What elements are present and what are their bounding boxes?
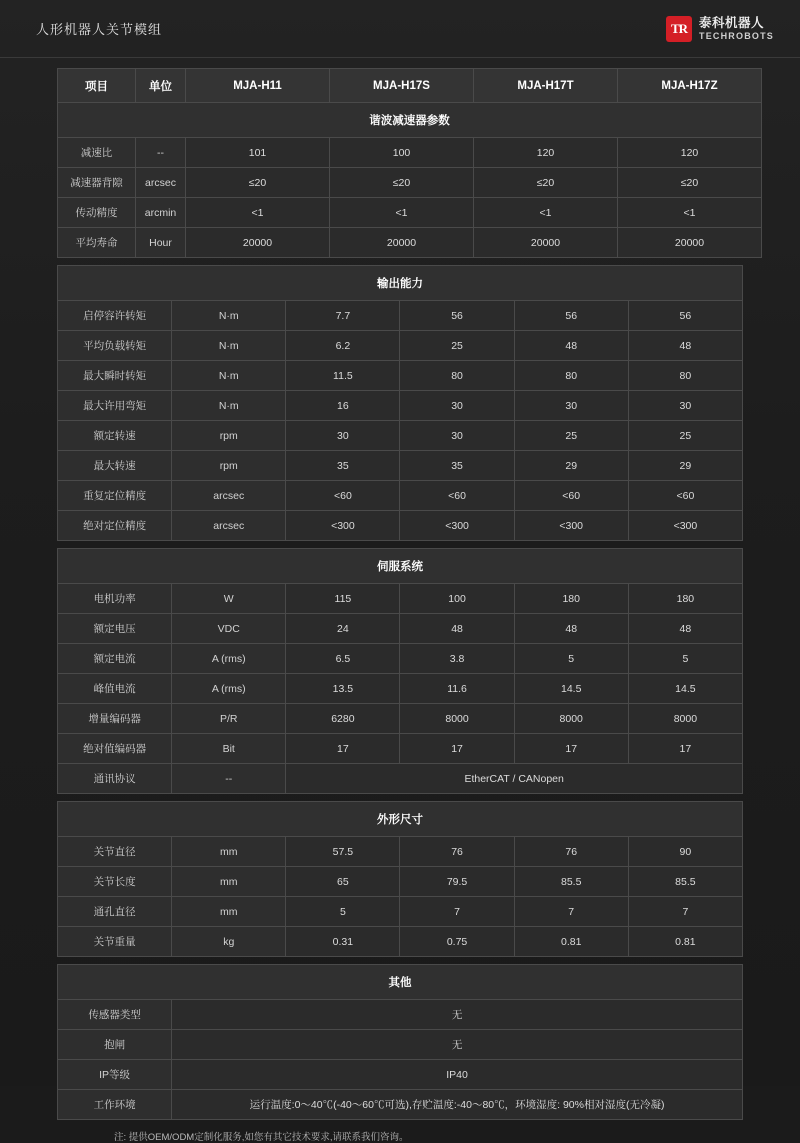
row-value: 7 [400, 897, 514, 927]
row-label: 关节直径 [58, 837, 172, 867]
row-value: <60 [514, 481, 628, 511]
table-row [58, 927, 743, 957]
row-value: 14.5 [514, 674, 628, 704]
table-row [58, 361, 743, 391]
table-row [58, 451, 743, 481]
column-header: MJA-H17T [474, 69, 618, 103]
table-row [58, 301, 743, 331]
row-value: 80 [514, 361, 628, 391]
row-unit: arcsec [172, 511, 286, 541]
row-value: 14.5 [628, 674, 742, 704]
row-label: IP等级 [58, 1060, 172, 1090]
row-value: <300 [400, 511, 514, 541]
spec-section-table [57, 964, 743, 1120]
row-unit: rpm [172, 421, 286, 451]
row-unit: arcsec [172, 481, 286, 511]
row-value: 20000 [186, 228, 330, 258]
row-label: 通孔直径 [58, 897, 172, 927]
section-title: 输出能力 [58, 266, 743, 301]
row-value: 20000 [330, 228, 474, 258]
row-value: 79.5 [400, 867, 514, 897]
spec-section-table [57, 265, 743, 541]
row-value: 48 [628, 331, 742, 361]
row-unit: arcsec [136, 168, 186, 198]
row-value: 13.5 [286, 674, 400, 704]
row-value: 7.7 [286, 301, 400, 331]
row-label: 额定电压 [58, 614, 172, 644]
row-unit: VDC [172, 614, 286, 644]
row-value: 180 [628, 584, 742, 614]
row-value: 6280 [286, 704, 400, 734]
row-unit: N·m [172, 301, 286, 331]
row-label: 工作环境 [58, 1090, 172, 1120]
table-row [58, 1090, 743, 1120]
row-value: 5 [514, 644, 628, 674]
row-unit: -- [172, 764, 286, 794]
table-row [58, 198, 762, 228]
row-value: 101 [186, 138, 330, 168]
row-value: 56 [514, 301, 628, 331]
row-value: 48 [514, 614, 628, 644]
row-value: 120 [474, 138, 618, 168]
brand-text [699, 16, 774, 41]
row-label: 最大瞬时转矩 [58, 361, 172, 391]
page-header [0, 0, 800, 58]
spec-section-table [57, 68, 762, 258]
row-label: 减速器背隙 [58, 168, 136, 198]
row-value: 0.31 [286, 927, 400, 957]
row-unit: A (rms) [172, 644, 286, 674]
row-value: 29 [628, 451, 742, 481]
row-label: 电机功率 [58, 584, 172, 614]
section-title-row [58, 965, 743, 1000]
section-title: 谐波减速器参数 [58, 103, 762, 138]
section-title: 外形尺寸 [58, 802, 743, 837]
row-value: 100 [330, 138, 474, 168]
table-row [58, 674, 743, 704]
row-value: <300 [628, 511, 742, 541]
row-value: 65 [286, 867, 400, 897]
row-value: 30 [400, 391, 514, 421]
row-label: 绝对值编码器 [58, 734, 172, 764]
row-value: 115 [286, 584, 400, 614]
row-value: 35 [400, 451, 514, 481]
row-unit: rpm [172, 451, 286, 481]
row-value: 30 [628, 391, 742, 421]
row-value-merged: 无 [172, 1000, 743, 1030]
row-value: 85.5 [628, 867, 742, 897]
row-value: <1 [330, 198, 474, 228]
column-header: MJA-H17S [330, 69, 474, 103]
row-label: 绝对定位精度 [58, 511, 172, 541]
row-value: 8000 [514, 704, 628, 734]
column-header: MJA-H17Z [618, 69, 762, 103]
table-row [58, 1000, 743, 1030]
row-value: 29 [514, 451, 628, 481]
row-value: 76 [514, 837, 628, 867]
row-unit: kg [172, 927, 286, 957]
row-value: 5 [286, 897, 400, 927]
row-value: <300 [514, 511, 628, 541]
footer-note: 注: 提供OEM/ODM定制化服务,如您有其它技术要求,请联系我们咨询。 [114, 1132, 409, 1143]
row-value-merged: IP40 [172, 1060, 743, 1090]
row-value: 17 [286, 734, 400, 764]
table-row [58, 734, 743, 764]
table-row [58, 168, 762, 198]
row-unit: W [172, 584, 286, 614]
row-value: <60 [286, 481, 400, 511]
row-unit: -- [136, 138, 186, 168]
row-label: 峰值电流 [58, 674, 172, 704]
table-row [58, 897, 743, 927]
section-title-row [58, 266, 743, 301]
row-unit: mm [172, 867, 286, 897]
row-label: 最大许用弯矩 [58, 391, 172, 421]
row-value: ≤20 [186, 168, 330, 198]
row-value: 20000 [618, 228, 762, 258]
row-value: 56 [628, 301, 742, 331]
row-value: 8000 [628, 704, 742, 734]
row-label: 抱闸 [58, 1030, 172, 1060]
row-unit: mm [172, 897, 286, 927]
row-value: 25 [514, 421, 628, 451]
table-row [58, 704, 743, 734]
row-unit: N·m [172, 391, 286, 421]
row-label: 传动精度 [58, 198, 136, 228]
row-value: 100 [400, 584, 514, 614]
section-title-row [58, 103, 762, 138]
row-unit: Hour [136, 228, 186, 258]
table-row [58, 614, 743, 644]
row-value: 16 [286, 391, 400, 421]
row-value: 5 [628, 644, 742, 674]
row-value: 0.81 [628, 927, 742, 957]
brand-mark-icon: TR [666, 16, 692, 42]
row-value: <1 [186, 198, 330, 228]
row-value: 7 [628, 897, 742, 927]
table-row [58, 584, 743, 614]
row-value: 180 [514, 584, 628, 614]
row-value: ≤20 [330, 168, 474, 198]
row-label: 最大转速 [58, 451, 172, 481]
row-value: 0.81 [514, 927, 628, 957]
row-value: 30 [514, 391, 628, 421]
table-row [58, 1060, 743, 1090]
row-value: <300 [286, 511, 400, 541]
row-value: 57.5 [286, 837, 400, 867]
row-value: 3.8 [400, 644, 514, 674]
row-value: 25 [400, 331, 514, 361]
section-title-row [58, 549, 743, 584]
row-value: 25 [628, 421, 742, 451]
table-row [58, 511, 743, 541]
row-value: 17 [400, 734, 514, 764]
row-value: <60 [628, 481, 742, 511]
page-title: 人形机器人关节模组 [36, 22, 163, 37]
section-title: 伺服系统 [58, 549, 743, 584]
row-value: <1 [474, 198, 618, 228]
row-value: 6.5 [286, 644, 400, 674]
row-label: 减速比 [58, 138, 136, 168]
table-row [58, 1030, 743, 1060]
brand-logo [666, 16, 774, 42]
row-value: 76 [400, 837, 514, 867]
row-value: 48 [628, 614, 742, 644]
row-unit: arcmin [136, 198, 186, 228]
row-label: 增量编码器 [58, 704, 172, 734]
row-label: 关节长度 [58, 867, 172, 897]
row-value-merged: 运行温度:0～40℃(-40～60℃可选),存贮温度:-40～80℃，环境湿度: 90%相对湿度(无冷凝) [172, 1090, 743, 1120]
row-value: 120 [618, 138, 762, 168]
table-row [58, 481, 743, 511]
table-row [58, 391, 743, 421]
row-unit: N·m [172, 331, 286, 361]
row-unit: P/R [172, 704, 286, 734]
table-row [58, 644, 743, 674]
column-header: MJA-H11 [186, 69, 330, 103]
row-value: 7 [514, 897, 628, 927]
row-value: 90 [628, 837, 742, 867]
spec-section-table [57, 548, 743, 794]
row-value: 20000 [474, 228, 618, 258]
row-value-merged: EtherCAT / CANopen [286, 764, 743, 794]
row-value: <60 [400, 481, 514, 511]
row-value: 30 [400, 421, 514, 451]
table-row [58, 867, 743, 897]
spec-table-container [0, 58, 800, 1143]
row-value: 17 [628, 734, 742, 764]
row-label: 通讯协议 [58, 764, 172, 794]
row-value: 48 [514, 331, 628, 361]
row-value: <1 [618, 198, 762, 228]
table-row [58, 421, 743, 451]
row-value: 8000 [400, 704, 514, 734]
row-value: 80 [400, 361, 514, 391]
row-label: 重复定位精度 [58, 481, 172, 511]
row-value: 85.5 [514, 867, 628, 897]
row-label: 传感器类型 [58, 1000, 172, 1030]
row-label: 额定电流 [58, 644, 172, 674]
row-value: 56 [400, 301, 514, 331]
row-unit: N·m [172, 361, 286, 391]
table-row [58, 331, 743, 361]
row-value: 24 [286, 614, 400, 644]
column-header: 项目 [58, 69, 136, 103]
row-value: 35 [286, 451, 400, 481]
spec-section-table [57, 801, 743, 957]
row-value: ≤20 [474, 168, 618, 198]
column-header: 单位 [136, 69, 186, 103]
section-title-row [58, 802, 743, 837]
table-row [58, 228, 762, 258]
row-unit: mm [172, 837, 286, 867]
row-label: 关节重量 [58, 927, 172, 957]
row-value: 0.75 [400, 927, 514, 957]
row-unit: Bit [172, 734, 286, 764]
row-value-merged: 无 [172, 1030, 743, 1060]
row-label: 启停容许转矩 [58, 301, 172, 331]
section-title: 其他 [58, 965, 743, 1000]
row-value: 11.6 [400, 674, 514, 704]
row-value: 11.5 [286, 361, 400, 391]
row-label: 平均负载转矩 [58, 331, 172, 361]
table-row [58, 764, 743, 794]
row-label: 额定转速 [58, 421, 172, 451]
row-value: 80 [628, 361, 742, 391]
row-unit: A (rms) [172, 674, 286, 704]
row-label: 平均寿命 [58, 228, 136, 258]
table-row [58, 837, 743, 867]
brand-name-cn: 泰科机器人 [699, 16, 765, 31]
row-value: ≤20 [618, 168, 762, 198]
spec-tables [57, 68, 743, 1120]
table-row [58, 138, 762, 168]
row-value: 30 [286, 421, 400, 451]
row-value: 6.2 [286, 331, 400, 361]
row-value: 48 [400, 614, 514, 644]
table-header-row [58, 69, 762, 103]
brand-name-en: TECHROBOTS [699, 30, 774, 41]
row-value: 17 [514, 734, 628, 764]
